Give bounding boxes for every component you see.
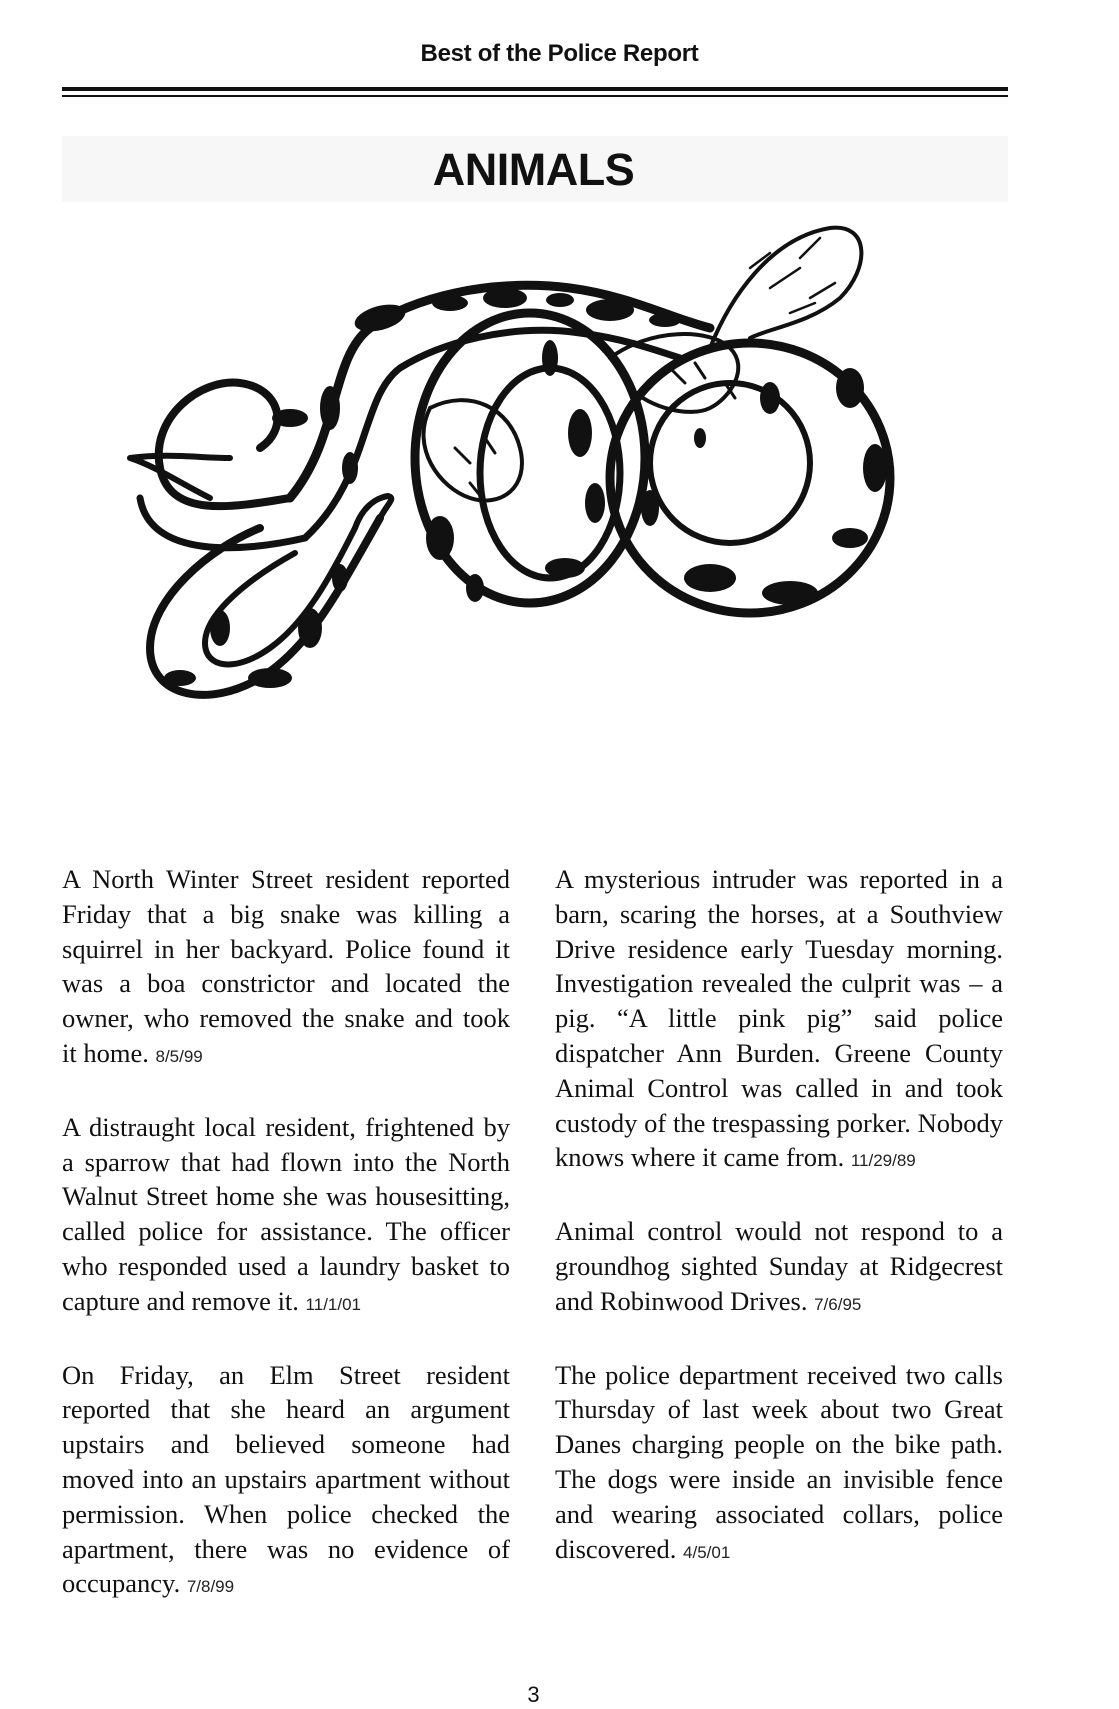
report-text: On Friday, an Elm Street resident reported that she heard an argument upstairs and believed someone had moved into an upstairs apartment without permission. When police checked the apartment, there was no evidence of occupancy. (62, 1359, 510, 1599)
report-date: 7/8/99 (186, 1577, 235, 1597)
header-rule-thick (62, 87, 1008, 91)
report-date: 4/5/01 (683, 1542, 731, 1562)
report-item (555, 862, 1003, 1179)
report-text: A mysterious intruder was reported in a barn, scaring the horses, at a Southview Drive residence early Tuesday morning. Investigation revealed the culprit was – a pig. “A little pink pig” said police dispatcher Ann Burden. Greene County Animal Control was called in and took custody of the trespassing porker. Nobody knows where it came from. (555, 864, 1003, 1173)
running-head: Best of the Police Report (420, 40, 699, 67)
report-item (62, 1358, 510, 1606)
section-title: ANIMALS (432, 144, 635, 195)
report-item (62, 862, 510, 1075)
report-text: Animal control would not respond to a groundhog sighted Sunday at Ridgecrest and Robinwood Drives. (555, 1216, 1003, 1316)
page-number: 3 (527, 1682, 540, 1707)
report-date: 8/5/99 (155, 1046, 203, 1066)
report-date: 11/1/01 (305, 1294, 362, 1314)
report-item (555, 1214, 1003, 1322)
left-column (62, 862, 510, 1640)
right-column (555, 862, 1003, 1605)
report-text: The police department received two calls Thursday of last week about two Great Danes charging people on the bike path. The dogs were inside an invisible fence and wearing associated collars, police discovered. (555, 1359, 1003, 1564)
report-date: 11/29/89 (850, 1151, 916, 1171)
snake-squirrel-drawing-icon (110, 208, 970, 778)
report-text: A North Winter Street resident reported Friday that a big snake was killing a squirrel in her backyard. Police found it was a boa constrictor and located the owner, who removed the snake and took it home. (62, 864, 510, 1068)
report-item (62, 1110, 510, 1323)
report-text: A distraught local resident, frightened by a sparrow that had flown into the North Walnut Street home she was housesitting, called police for assistance. The officer who responded used a laundry basket to capture and remove it. (62, 1111, 510, 1316)
header-rule-thin (62, 95, 1008, 97)
report-item (555, 1358, 1003, 1571)
report-date: 7/6/95 (814, 1294, 862, 1314)
